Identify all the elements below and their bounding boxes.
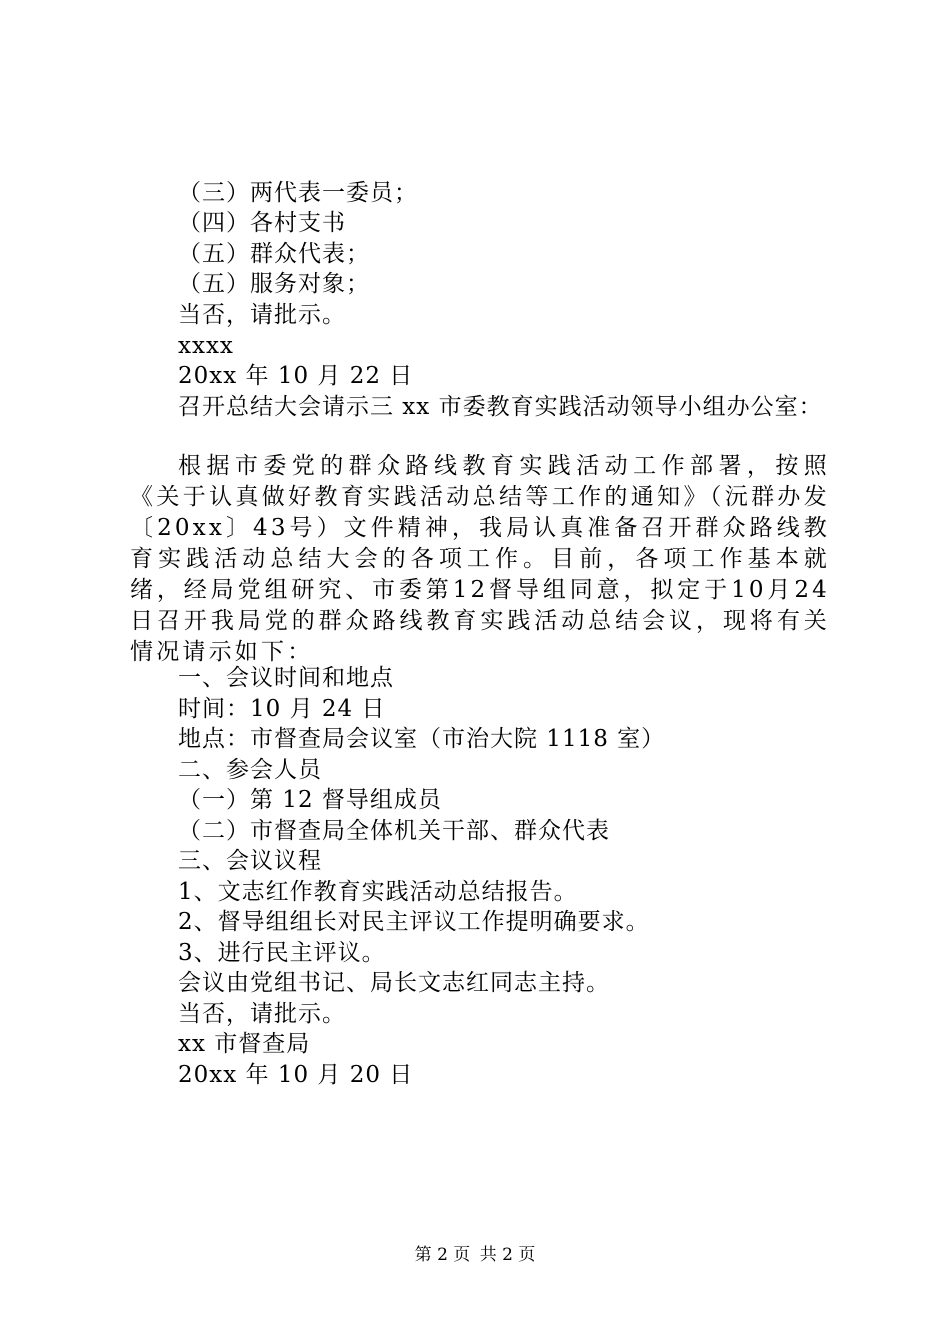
page-number: 第 2 页 <box>414 1245 471 1265</box>
request-closing: 当否，请批示。 <box>178 1001 346 1027</box>
meeting-location: 地点：市督查局会议室（市治大院 1118 室） <box>178 726 666 752</box>
signature-org: xxxx <box>178 333 234 359</box>
section-heading: 三、会议议程 <box>178 848 322 874</box>
body-paragraph: 根据市委党的群众路线教育实践活动工作部署，按照《关于认真做好教育实践活动总结等工作的通知》（沅群办发〔20xx〕43号）文件精神，我局认真准备召开群众路线教育实践活动总结大会的各项工作。目前，各项工作基本就绪，经局党组研究、市委第12督导组同意，拟定于10月24日召开我局党的群众路线教育实践活动总结会议，现将有关情况请示如下： <box>130 453 830 665</box>
list-item: 2、督导组组长对民主评议工作提明确要求。 <box>178 909 650 935</box>
list-item: 1、文志红作教育实践活动总结报告。 <box>178 879 578 905</box>
page-total: 共 2 页 <box>479 1245 536 1265</box>
page-footer <box>0 1244 950 1266</box>
signature-date: 20xx 年 10 月 22 日 <box>178 363 414 389</box>
signature-date: 20xx 年 10 月 20 日 <box>178 1062 414 1088</box>
list-item: （二）市督查局全体机关干部、群众代表 <box>178 818 610 844</box>
document-heading: 召开总结大会请示三 xx 市委教育实践活动领导小组办公室： <box>178 394 823 420</box>
signature-org: xx 市督查局 <box>178 1031 311 1057</box>
list-item: （五）服务对象； <box>178 271 370 297</box>
request-closing: 当否，请批示。 <box>178 302 346 328</box>
section-heading: 一、会议时间和地点 <box>178 665 394 691</box>
list-item: （四）各村支书 <box>178 210 346 236</box>
list-item: （五）群众代表； <box>178 241 370 267</box>
host-note: 会议由党组书记、局长文志红同志主持。 <box>178 970 610 996</box>
list-item: 3、进行民主评议。 <box>178 940 386 966</box>
list-item: （三）两代表一委员； <box>178 180 418 206</box>
section-heading: 二、参会人员 <box>178 757 322 783</box>
meeting-time: 时间：10 月 24 日 <box>178 696 386 722</box>
list-item: （一）第 12 督导组成员 <box>178 787 442 813</box>
